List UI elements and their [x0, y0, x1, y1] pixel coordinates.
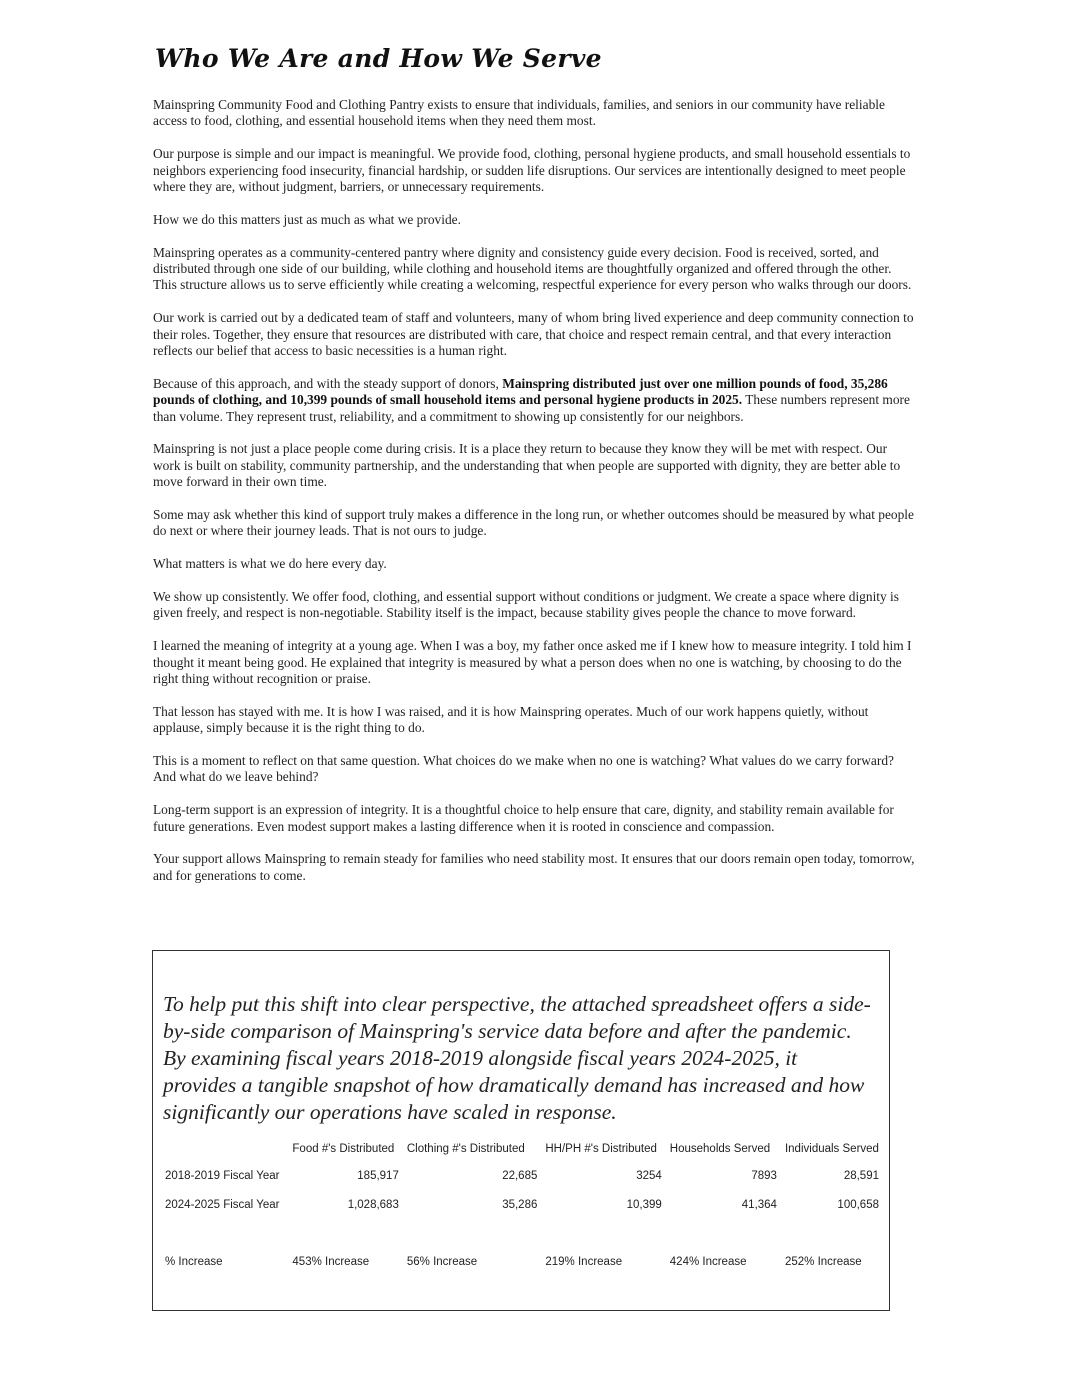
paragraph: Some may ask whether this kind of support truly makes a difference in the long run, or whether outcomes should be measured by what people do next or where their journey leads. That is not ours to judge.: [153, 507, 914, 539]
paragraph: That lesson has stayed with me. It is how I was raised, and it is how Mainspring operates. Much of our work happens quietly, without applause, simply because it is the right thing to do.: [153, 703, 869, 736]
paragraph: Our purpose is simple and our impact is meaningful. We provide food, clothing, personal hygiene products, and small household essentials to neighbors experiencing food insecurity, financial hardship, or sudden life disruptions. Our services are intentionally designed to meet people where they are, without judgment, barriers, or unnecessary requirements.: [153, 146, 911, 195]
table-row: [161, 1161, 883, 1190]
increase-cell: 56% Increase: [406, 1255, 478, 1268]
paragraph: What matters is what we do here every day.: [153, 556, 387, 572]
row-label: % Increase: [165, 1255, 223, 1268]
page-title: Who We Are and How We Serve: [155, 44, 602, 73]
table-cell: 7893: [751, 1169, 777, 1182]
table-header: Households Served: [669, 1143, 771, 1155]
table-cell: 100,658: [837, 1198, 879, 1211]
donor-tail: These numbers represent more than volume. They represent trust, reliability, and a commitment to showing up consistently for our neighbors.: [153, 392, 910, 424]
table-cell: 41,364: [741, 1198, 777, 1211]
table-cell: 28,591: [843, 1169, 879, 1182]
table-cell: 3254: [636, 1169, 662, 1182]
paragraph: Mainspring Community Food and Clothing Pantry exists to ensure that individuals, families, and seniors in our community have reliable access to food, clothing, and essential household items when they need them most.: [153, 97, 885, 129]
increase-cell: 424% Increase: [669, 1255, 747, 1268]
increase-cell: 219% Increase: [545, 1255, 623, 1268]
donor-lead: Because of this approach, and with the steady support of donors,: [153, 375, 503, 391]
table-header: HH/PH #'s Distributed: [545, 1143, 657, 1155]
table-cell: 10,399: [626, 1198, 662, 1211]
row-label: 2024-2025 Fiscal Year: [165, 1198, 280, 1211]
table-cell: 185,917: [357, 1169, 399, 1182]
table-header: [161, 1137, 288, 1161]
paragraph: Your support allows Mainspring to remain steady for families who need stability most. It ensures that our doors remain open today, tomorrow, and for generations to come.: [153, 851, 915, 883]
paragraph: Mainspring operates as a community-centered pantry where dignity and consistency guide every decision. Food is received, sorted, and distributed through one side of our building, while clothing and household items are thoughtfully organized and offered through the other. This structure allows us to serve efficiently while creating a welcoming, respectful experience for every person who walks through our doors.: [153, 244, 912, 293]
comparison-table: [161, 1137, 883, 1276]
table-row: [161, 1190, 883, 1219]
table-header: Food #'s Distributed: [292, 1143, 395, 1155]
increase-cell: 453% Increase: [292, 1255, 370, 1268]
paragraph: How we do this matters just as much as what we provide.: [153, 211, 461, 227]
table-cell: 22,685: [502, 1169, 538, 1182]
increase-cell: 252% Increase: [784, 1255, 862, 1268]
paragraph: I learned the meaning of integrity at a young age. When I was a boy, my father once asked me if I knew how to measure integrity. I told him I thought it meant being good. He explained that integrity is measured by what a person does when no one is watching, by choosing to do the right thing without recognition or praise.: [153, 638, 912, 687]
donor-highlight: Mainspring distributed just over one million pounds of food, 35,286 pounds of clothing, and 10,399 pounds of small household items and personal hygiene products in 2025.: [153, 375, 888, 408]
paragraph: Long-term support is an expression of integrity. It is a thoughtful choice to help ensure that care, dignity, and stability remain available for future generations. Even modest support makes a lasting difference when it is rooted in conscience and compassion.: [153, 802, 894, 834]
row-label: 2018-2019 Fiscal Year: [165, 1169, 280, 1182]
increase-row: [161, 1247, 883, 1276]
paragraph: Our work is carried out by a dedicated team of staff and volunteers, many of whom bring lived experience and deep community connection to their roles. Together, they ensure that resources are distributed with care, that choice and respect remain central, and that every interaction reflects our belief that access to basic necessities is a human right.: [153, 310, 914, 359]
table-header: Clothing #'s Distributed: [406, 1143, 525, 1155]
donor-paragraph: [153, 376, 915, 425]
table-spacer-row: [161, 1219, 883, 1247]
body-text: [153, 97, 915, 901]
paragraph: Mainspring is not just a place people come during crisis. It is a place they return to because they know they will be met with respect. Our work is built on stability, community partnership, and the understanding that when people are supported with dignity, they are better able to move forward in their own time.: [153, 441, 901, 490]
table-header: Individuals Served: [784, 1143, 879, 1155]
table-cell: 35,286: [502, 1198, 538, 1211]
paragraph: We show up consistently. We offer food, clothing, and essential support without conditions or judgment. We create a space where dignity is given freely, and respect is non-negotiable. Stability itself is the impact, because stability gives people the chance to move forward.: [153, 589, 899, 621]
table-cell: 1,028,683: [347, 1198, 399, 1211]
comparison-callout-box: [152, 950, 890, 1311]
table-header-row: [161, 1137, 883, 1161]
callout-lead-text: To help put this shift into clear perspective, the attached spreadsheet offers a side-by-side comparison of Mainspring's service data before and after the pandemic. By examining fiscal years 2018-2019 alongside fiscal years 2024-2025, it provides a tangible snapshot of how dramatically demand has increased and how significantly our operations have scaled in response.: [163, 992, 871, 1124]
paragraph: This is a moment to reflect on that same question. What choices do we make when no one is watching? What values do we carry forward? And what do we leave behind?: [153, 753, 894, 785]
